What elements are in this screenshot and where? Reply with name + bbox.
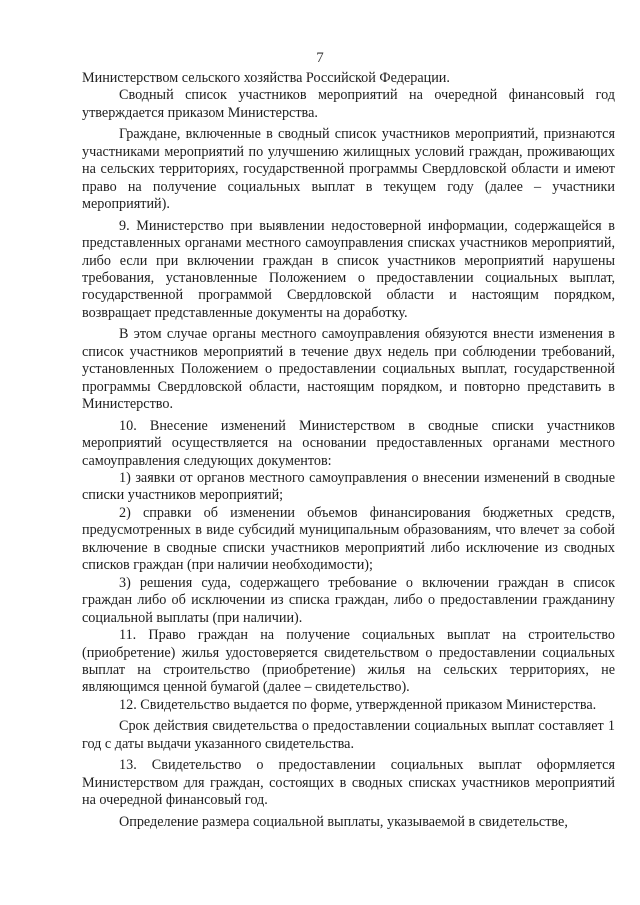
paragraph: Сводный список участников мероприятий на очередной финансовый год утверждается приказом Министерства. — [82, 87, 615, 121]
paragraph: 3) решения суда, содержащего требование о включении граждан в список граждан либо об исключении из списка граждан, либо о предоставлении гражданину социальной выплаты (при наличии). — [82, 574, 615, 626]
paragraph: 11. Право граждан на получение социальных выплат на строительство (приобретение) жилья удостоверяется свидетельством о предоставлении социальных выплат на строительство (приобретение) жилья на сельских территориях, не являющимся ценной бумагой (далее – свидетельство). — [82, 627, 615, 696]
paragraph: 10. Внесение изменений Министерством в сводные списки участников мероприятий осуществляется на основании предоставленных органами местного самоуправления следующих документов: — [82, 417, 615, 469]
paragraph: 2) справки об изменении объемов финансирования бюджетных средств, предусмотренных в виде субсидий муниципальным образованиям, что влечет за собой включение в сводные списки участников мероприятий либо исключение из сводных списков граждан (при наличии необходимости); — [82, 504, 615, 574]
paragraph: 9. Министерство при выявлении недостоверной информации, содержащейся в представленных органами местного самоуправления списках участников мероприятий, либо если при включении граждан в список участников мероприятий нарушены требования, установленные Положением о предоставлении социальных выплат, государственной программой Свердловской области и настоящим порядком, возвращает представленные документы на доработку. — [82, 217, 615, 321]
paragraph: Срок действия свидетельства о предоставлении социальных выплат составляет 1 год с даты выдачи указанного свидетельства. — [82, 718, 615, 752]
paragraph: Граждане, включенные в сводный список участников мероприятий, признаются участниками мероприятий по улучшению жилищных условий граждан, проживающих на сельских территориях, государственной программы Свердловской области и имеют право на получение социальных выплат в текущем году (далее – участники мероприятий). — [82, 126, 615, 213]
paragraph: 1) заявки от органов местного самоуправления о внесении изменений в сводные списки участников мероприятий; — [82, 469, 615, 504]
paragraph: В этом случае органы местного самоуправления обязуются внести изменения в список участников мероприятий в течение двух недель при соблюдении требований, установленных Положением о предоставлении социальных выплат, государственной программы Свердловской области, настоящим порядком, и повторно представить в Министерство. — [82, 326, 615, 413]
paragraph: 13. Свидетельство о предоставлении социальных выплат оформляется Министерством для граждан, состоящих в сводных списках участников мероприятий на очередной финансовый год. — [82, 757, 615, 809]
paragraph: Министерством сельского хозяйства Российской Федерации. — [82, 70, 450, 86]
document-body — [82, 70, 615, 831]
page-number: 7 — [316, 50, 324, 66]
paragraph: 12. Свидетельство выдается по форме, утвержденной приказом Министерства. — [119, 696, 597, 713]
paragraph: Определение размера социальной выплаты, указываемой в свидетельстве, — [119, 813, 568, 830]
